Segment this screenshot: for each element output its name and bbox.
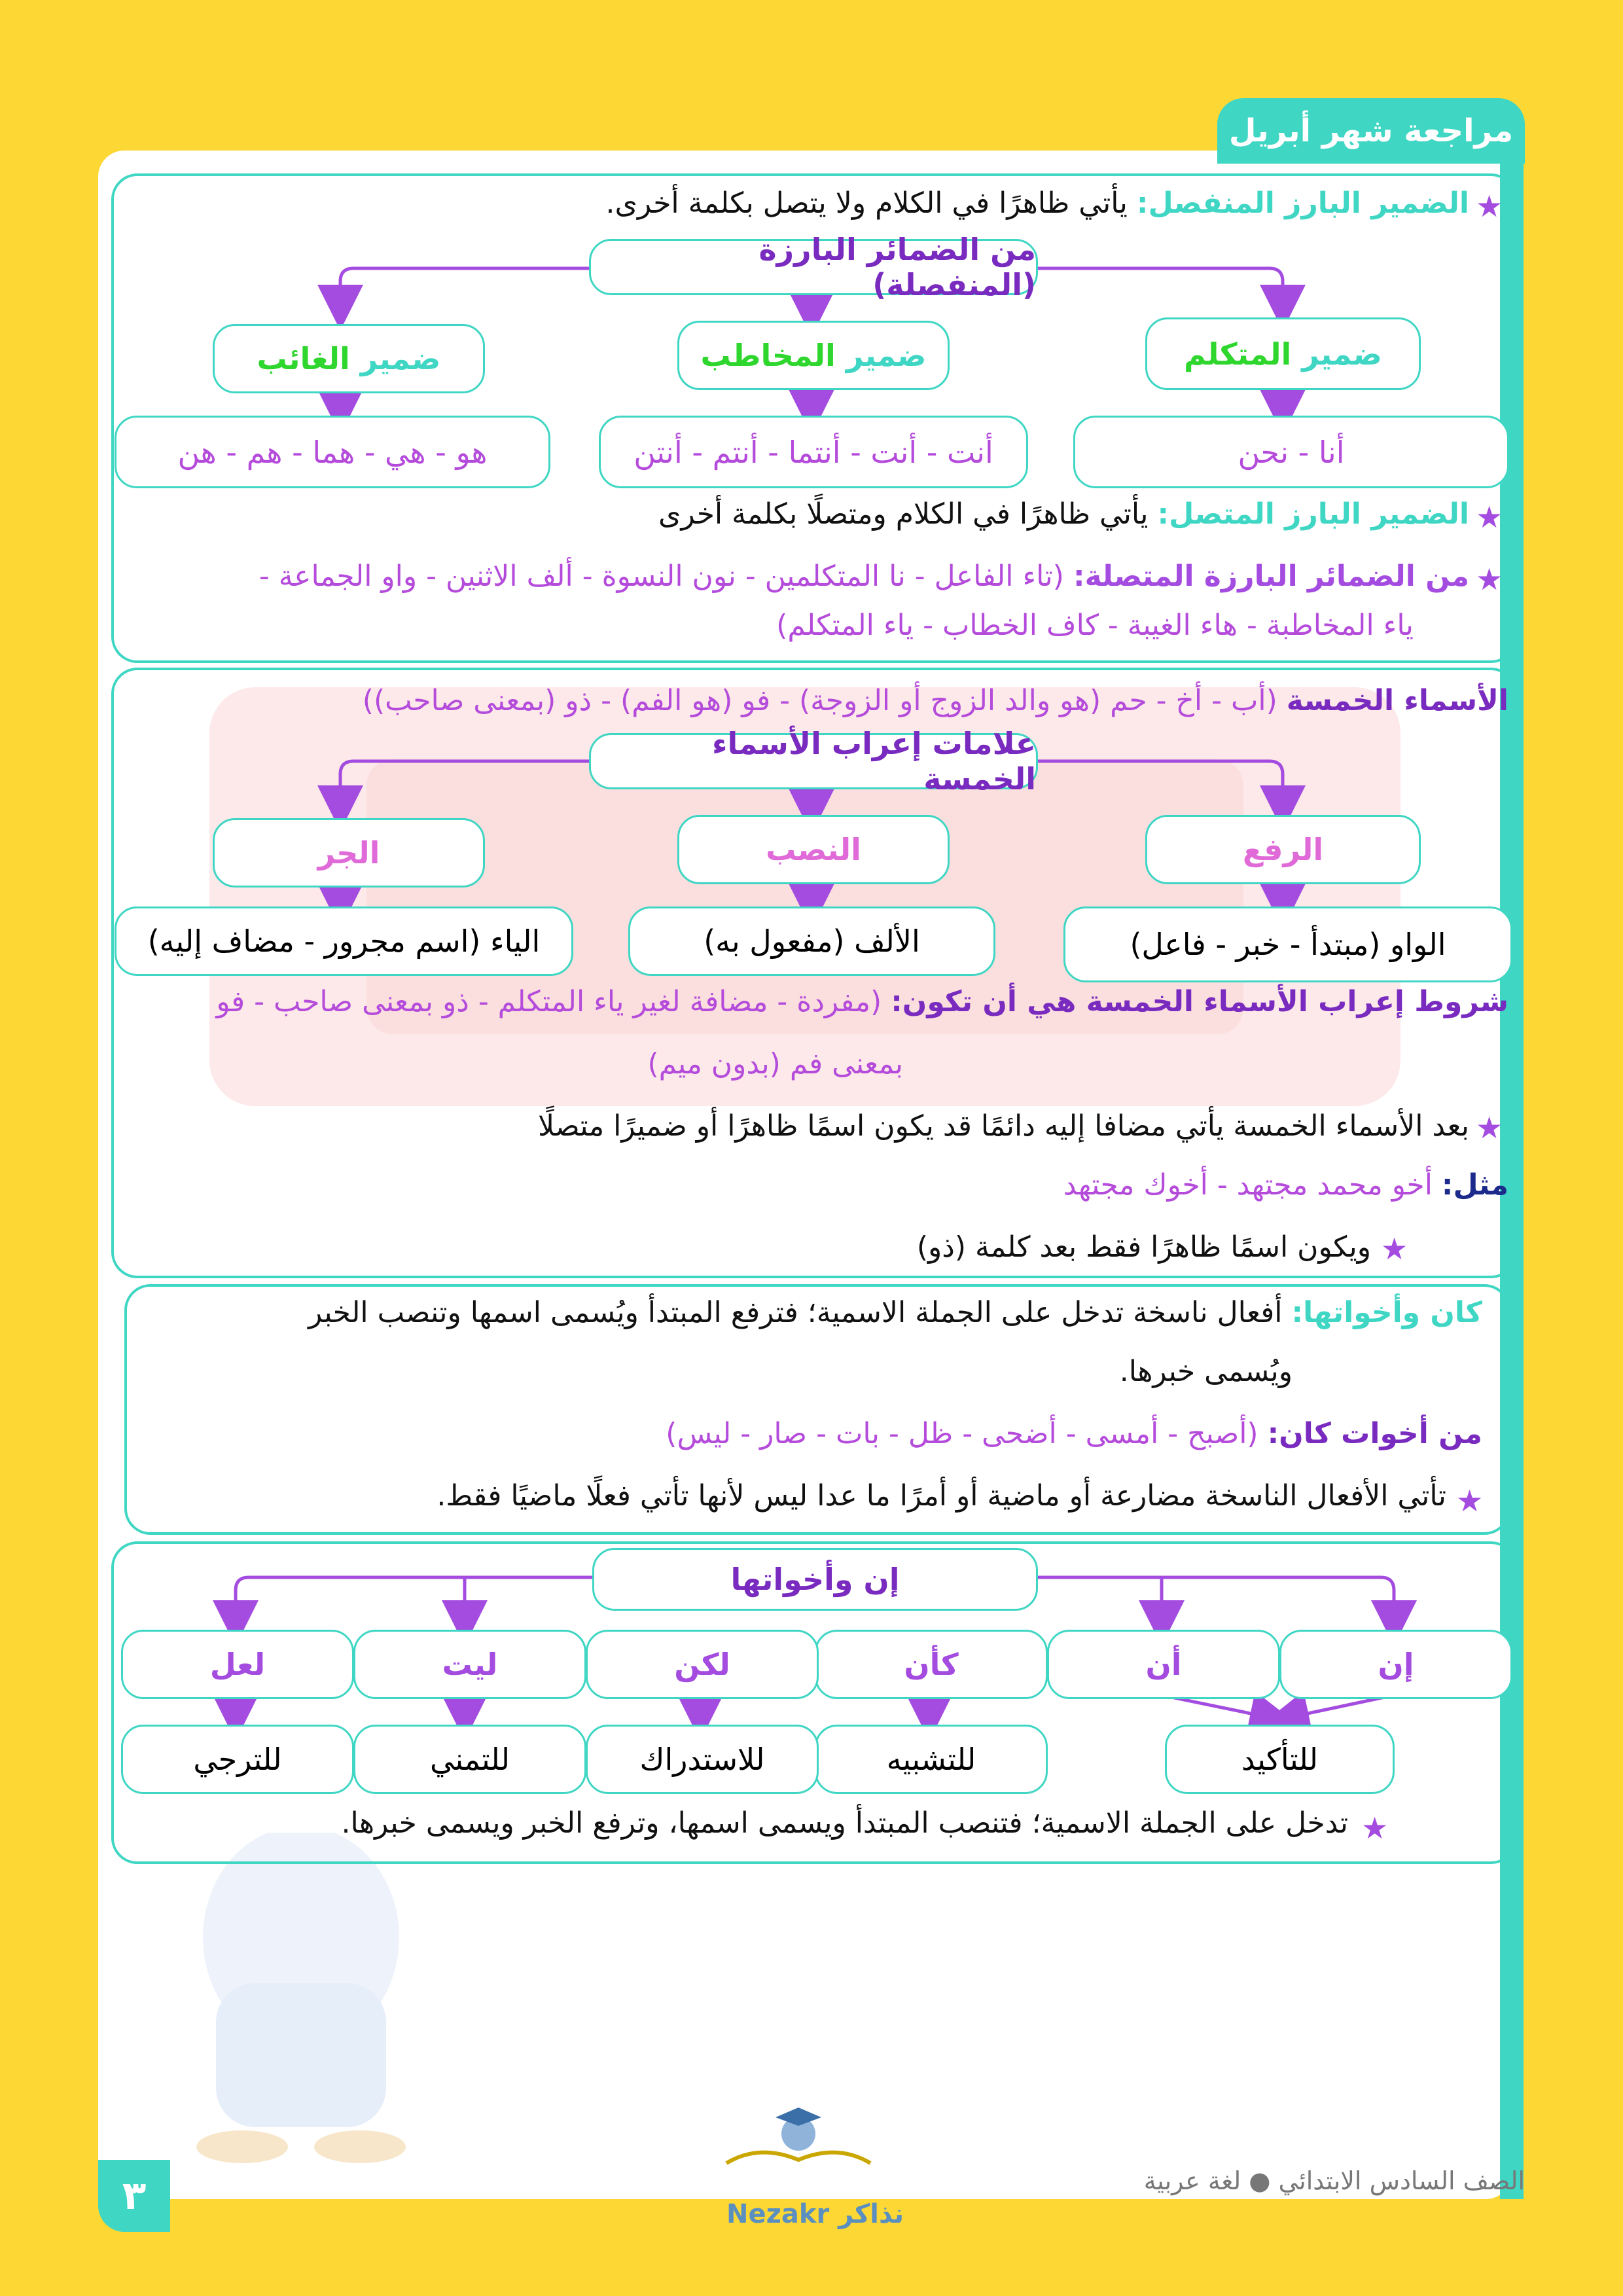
page-number: ٣ <box>98 2160 170 2232</box>
five-nouns-note: بعد الأسماء الخمسة يأتي مضافا إليه دائمًا قد يكون اسمًا ظاهرًا أو ضميرًا متصلًا <box>537 1109 1469 1143</box>
kana-definition: كان وأخواتها: أفعال ناسخة تدخل على الجملة الاسمية؛ فترفع المبتدأ ويُسمى اسمها وتنصب الخبر <box>308 1296 1482 1329</box>
box-absent-pronoun: ضمير الغائب <box>213 324 485 393</box>
brand-logo-icon <box>720 2104 877 2176</box>
meaning-hope: للترجي <box>121 1725 354 1794</box>
five-nouns-example: مثل: أخو محمد مجتهد - أخوك مجتهد <box>1063 1168 1508 1202</box>
star-icon: ★ <box>1456 1483 1484 1518</box>
five-nouns-note-2: ويكون اسمًا ظاهرًا فقط بعد كلمة (ذو) <box>916 1230 1371 1264</box>
addressee-pronoun-values: أنت - أنت - أنتما - أنتم - أنتن <box>599 416 1028 488</box>
star-icon: ★ <box>1476 562 1503 597</box>
star-icon: ★ <box>1476 499 1503 535</box>
five-nouns-conditions: شروط إعراب الأسماء الخمسة هي أن تكون: (مفردة - مضافة لغير ياء المتكلم - ذو بمعنى صاحب - فو <box>216 985 1508 1018</box>
header-tab: مراجعة شهر أبريل <box>1217 98 1525 164</box>
footer-grade: الصف السادس الابتدائي ● لغة عربية <box>1143 2166 1525 2195</box>
connected-pronoun-definition: الضمير البارز المتصل: يأتي ظاهرًا في الكلام ومتصلًا بكلمة أخرى <box>658 497 1469 531</box>
absent-pronoun-values: هو - هي - هما - هم - هن <box>115 416 550 488</box>
speaker-pronoun-values: أنا - نحن <box>1073 416 1509 488</box>
star-icon: ★ <box>1476 188 1503 224</box>
box-lakinna: لكن <box>586 1630 819 1699</box>
separate-pronouns-hub: من الضمائر البارزة (المنفصلة) <box>589 239 1038 295</box>
box-anna: أن <box>1047 1630 1280 1699</box>
box-genitive: الجر <box>213 818 485 888</box>
kana-definition-cont: ويُسمى خبرها. <box>1119 1355 1293 1388</box>
star-icon: ★ <box>1381 1231 1408 1266</box>
kana-sisters-list: من أخوات كان: (أصبح - أمسى - أضحى - ظل - بات - صار - ليس) <box>666 1417 1482 1450</box>
five-nouns-definition: الأسماء الخمسة (أب - أخ - حم (هو والد الزوج أو الزوجة) - فو (هو الفم) - ذو (بمعنى صاحب)) <box>362 684 1508 717</box>
box-laalla: لعل <box>121 1630 354 1699</box>
meaning-emphasis: للتأكيد <box>1165 1725 1395 1794</box>
connected-pronouns-list-cont: ياء المخاطبة - هاء الغيبة - كاف الخطاب - ياء المتكلم) <box>776 609 1414 642</box>
box-speaker-pronoun: ضمير المتكلم <box>1145 317 1421 390</box>
five-nouns-conditions-cont: بمعنى فم (بدون ميم) <box>647 1047 903 1081</box>
connected-pronouns-list: من الضمائر البارزة المتصلة: (تاء الفاعل - نا المتكلمين - نون النسوة - ألف الاثنين - واو الجماعة - <box>259 560 1469 593</box>
inna-hub: إن وأخواتها <box>592 1548 1038 1611</box>
box-addressee-pronoun: ضمير المخاطب <box>677 321 950 390</box>
accusative-sign: الألف (مفعول به) <box>628 906 995 976</box>
box-inna: إن <box>1279 1630 1512 1699</box>
separate-pronoun-definition: الضمير البارز المنفصل: يأتي ظاهرًا في الكلام ولا يتصل بكلمة أخرى. <box>605 187 1469 220</box>
box-kaanna: كأن <box>815 1630 1048 1699</box>
five-nouns-hub: علامات إعراب الأسماء الخمسة <box>589 733 1038 789</box>
box-nominative: الرفع <box>1145 815 1421 884</box>
box-accusative: النصب <box>677 815 950 884</box>
meaning-wish: للتمني <box>353 1725 586 1794</box>
inna-note: تدخل على الجملة الاسمية؛ فتنصب المبتدأ ويسمى اسمها، وترفع الخبر ويسمى خبرها. <box>341 1806 1348 1840</box>
meaning-correction: للاستدراك <box>586 1725 819 1794</box>
box-layta: ليت <box>353 1630 586 1699</box>
star-icon: ★ <box>1476 1110 1503 1145</box>
star-icon: ★ <box>1361 1810 1389 1846</box>
meaning-simile: للتشبيه <box>815 1725 1048 1794</box>
kana-note: تأتي الأفعال الناسخة مضارعة أو ماضية أو أمرًا ما عدا ليس لأنها تأتي فعلًا ماضيًا فقط. <box>437 1479 1446 1513</box>
brand-name: Nezakr نذاكر <box>726 2199 904 2229</box>
nominative-sign: الواو (مبتدأ - خبر - فاعل) <box>1063 906 1512 982</box>
genitive-sign: الياء (اسم مجرور - مضاف إليه) <box>115 906 573 976</box>
